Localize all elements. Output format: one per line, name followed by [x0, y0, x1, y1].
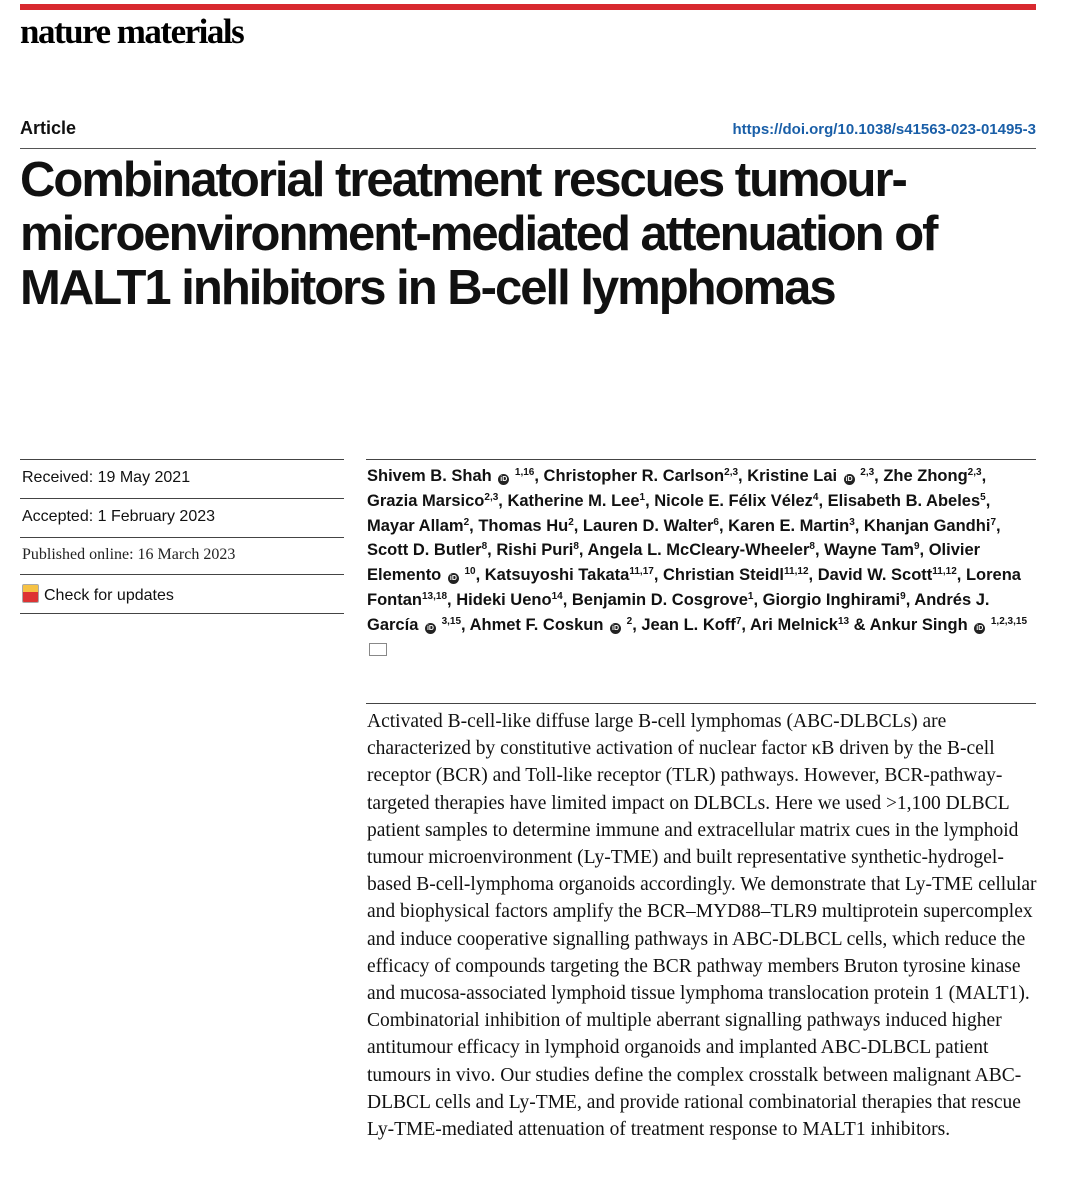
author-name[interactable]: Grazia Marsico	[367, 491, 485, 510]
orcid-icon[interactable]: iD	[500, 476, 508, 483]
author-name[interactable]: Zhe Zhong	[883, 467, 968, 485]
author-affiliation: 2	[626, 615, 633, 627]
author-name[interactable]: Karen E. Martin	[728, 516, 850, 535]
author-name[interactable]: Elisabeth B. Abeles	[827, 491, 981, 510]
article-type-label: Article	[20, 118, 77, 138]
received-date: Received: 19 May 2021	[22, 469, 191, 486]
author-name[interactable]: Benjamin D. Cosgrove	[571, 590, 748, 609]
abstract-divider	[366, 703, 1036, 704]
email-icon[interactable]	[369, 643, 387, 656]
author-name[interactable]: Khanjan Gandhi	[863, 516, 991, 535]
author-name[interactable]: Giorgio Inghirami	[762, 590, 901, 609]
author-affiliation: 1	[639, 491, 646, 503]
author-affiliation: 3	[849, 516, 855, 528]
author-name[interactable]: Mayar Allam	[367, 516, 464, 535]
author-name[interactable]: Lauren D. Walter	[582, 516, 714, 535]
received-row	[20, 460, 344, 499]
author-affiliation: 6	[713, 516, 719, 528]
author-affiliation: 8	[481, 541, 488, 553]
author-affiliation: 2	[568, 516, 574, 528]
author-affiliation: 7	[990, 516, 996, 528]
author-affiliation: 1,2,3,15	[990, 615, 1028, 627]
author-affiliation: 2,3	[484, 491, 499, 503]
author-affiliation: 10	[464, 566, 476, 578]
author-affiliation: 2,3	[860, 467, 875, 478]
author-affiliation: 2	[463, 516, 470, 528]
author-name[interactable]: David W. Scott	[817, 566, 933, 585]
orcid-icon[interactable]: iD	[449, 575, 457, 583]
author-name[interactable]: Andrés J. García	[367, 590, 990, 634]
author-affiliation: 8	[809, 541, 815, 553]
journal-name[interactable]: nature materials	[20, 12, 244, 51]
author-name[interactable]: Ari Melnick	[749, 615, 838, 634]
authors-divider	[366, 459, 1036, 460]
check-updates-row[interactable]	[20, 575, 344, 614]
author-affiliation: 7	[735, 615, 742, 627]
published-row	[20, 538, 344, 575]
accepted-date: Accepted: 1 February 2023	[22, 508, 216, 525]
check-updates-icon	[22, 584, 39, 603]
orcid-icon[interactable]: iD	[612, 624, 620, 632]
author-name[interactable]: Olivier Elemento	[367, 541, 981, 585]
author-name[interactable]: Angela L. McCleary-Wheeler	[587, 541, 810, 560]
author-name[interactable]: Thomas Hu	[478, 516, 569, 535]
author-name[interactable]: Jean L. Koff	[641, 615, 736, 634]
author-affiliation: 2,3	[967, 467, 982, 478]
check-updates-button[interactable]	[22, 584, 174, 605]
author-affiliation: 13,18	[422, 590, 448, 602]
author-name[interactable]: Rishi Puri	[496, 541, 574, 560]
journal-brand-bar	[20, 4, 1036, 10]
author-affiliation: 9	[900, 590, 906, 602]
article-title: Combinatorial treatment rescues tumour-microenvironment-mediated attenuation of MALT1 inhibitors in B-cell lymphomas	[20, 153, 937, 315]
author-name[interactable]: Nicole E. Félix Vélez	[654, 491, 813, 510]
author-name[interactable]: Ahmet F. Coskun	[469, 615, 604, 634]
published-date: Published online: 16 March 2023	[22, 546, 236, 563]
accepted-row	[20, 499, 344, 538]
doi-link[interactable]: https://doi.org/10.1038/s41563-023-01495-3	[732, 121, 1036, 138]
orcid-icon[interactable]: iD	[426, 624, 434, 632]
author-name[interactable]: Scott D. Butler	[367, 541, 482, 560]
author-affiliation: 11,17	[629, 566, 654, 578]
author-affiliation: 3,15	[441, 615, 462, 627]
author-affiliation: 9	[913, 541, 920, 553]
header-divider	[20, 148, 1036, 149]
author-list: Shivem B. Shah iD $^{1,16}$, Christopher R. Carlson$^{2,3}$, Kristine Lai iD $^{2,3}$, Zhe Zhong$^{2,3}$, Grazia Marsico$^{2,3}$, Katherine M. Lee$^1$, Nicole E. Félix Vélez$^4$, Elisabeth B. Abeles$^5$, Mayar Allam$^2$, Thomas Hu$^2$, Lauren D. Walter$^6$, Karen E. Martin$^3$, Khanjan Gandhi$^7$, Scott D. Butler$^8$, Rishi Puri$^8$, Angela L. McCleary-Wheeler$^8$, Wayne Tam$^9$, Olivier Elemento iD $^{10}$, Katsuyoshi Takata$^{11,17}$, Christian Steidl$^{11,12}$, David W. Scott$^{11,12}$, Lorena Fontan$^{13,18}$, Hideki Ueno$^{14}$, Benjamin D. Cosgrove$^1$, Giorgio Inghirami$^9$, Andrés J. García iD $^{3,15}$, Ahmet F. Coskun iD $^2$, Jean L. Koff$^7$, Ari Melnick$^{13}$ & Ankur Singh iD $^{1,2,3,15}$	[367, 464, 1037, 662]
author-name[interactable]: Ankur Singh	[869, 615, 968, 634]
author-affiliation: 1	[747, 590, 754, 602]
author-name[interactable]: Christian Steidl	[663, 566, 785, 585]
author-name[interactable]: Christopher R. Carlson	[543, 467, 725, 485]
orcid-icon[interactable]: iD	[845, 476, 853, 483]
publication-dates	[20, 460, 344, 615]
author-name[interactable]: Hideki Ueno	[456, 590, 552, 609]
abstract: Activated B-cell-like diffuse large B-cell lymphomas (ABC-DLBCLs) are characterized by constitutive activation of nuclear factor κB driven by the B-cell receptor (BCR) and Toll-like receptor (TLR) pathways. However, BCR-pathway-targeted therapies have limited impact on DLBCLs. Here we used >1,100 DLBCL patient samples to determine immune and extracellular matrix cues in the lymphoid tumour microenvironment (Ly-TME) and built representative synthetic-hydrogel-based B-cell-lymphoma organoids accordingly. We demonstrate that Ly-TME cellular and biophysical factors amplify the BCR–MYD88–TLR9 multiprotein supercomplex and induce cooperative signalling pathways in ABC-DLBCL cells, which reduce the efficacy of compounds targeting the BCR pathway members Bruton tyrosine kinase and mucosa-associated lymphoid tissue lymphoma translocation protein 1 (MALT1). Combinatorial inhibition of multiple aberrant signalling pathways induced higher antitumour efficacy in lymphoid organoids and implanted ABC-DLBCL patient tumours in vivo. Our studies define the complex crosstalk between malignant ABC-DLBCL cells and Ly-TME, and provide rational combinatorial therapies that rescue Ly-TME-mediated attenuation of treatment response to MALT1 inhibitors.	[367, 711, 1037, 1141]
author-affiliation: 1,16	[514, 467, 535, 478]
author-affiliation: 14	[551, 590, 563, 602]
author-affiliation: 11,12	[784, 566, 809, 578]
author-name[interactable]: Katsuyoshi Takata	[484, 566, 630, 585]
orcid-icon[interactable]: iD	[976, 624, 984, 632]
author-name[interactable]: Kristine Lai	[747, 467, 838, 485]
author-name[interactable]: Katherine M. Lee	[507, 491, 640, 510]
author-affiliation: 11,12	[932, 566, 957, 578]
author-name[interactable]: Wayne Tam	[824, 541, 914, 560]
author-affiliation: 8	[573, 541, 579, 553]
author-affiliation: 2,3	[724, 467, 739, 478]
author-name[interactable]: Lorena Fontan	[367, 566, 1021, 609]
author-affiliation: 13	[837, 615, 850, 627]
author-affiliation: 5	[980, 491, 986, 503]
check-updates-label: Check for updates	[44, 587, 174, 604]
author-name[interactable]: Shivem B. Shah	[367, 467, 492, 485]
author-affiliation: 4	[812, 491, 819, 503]
